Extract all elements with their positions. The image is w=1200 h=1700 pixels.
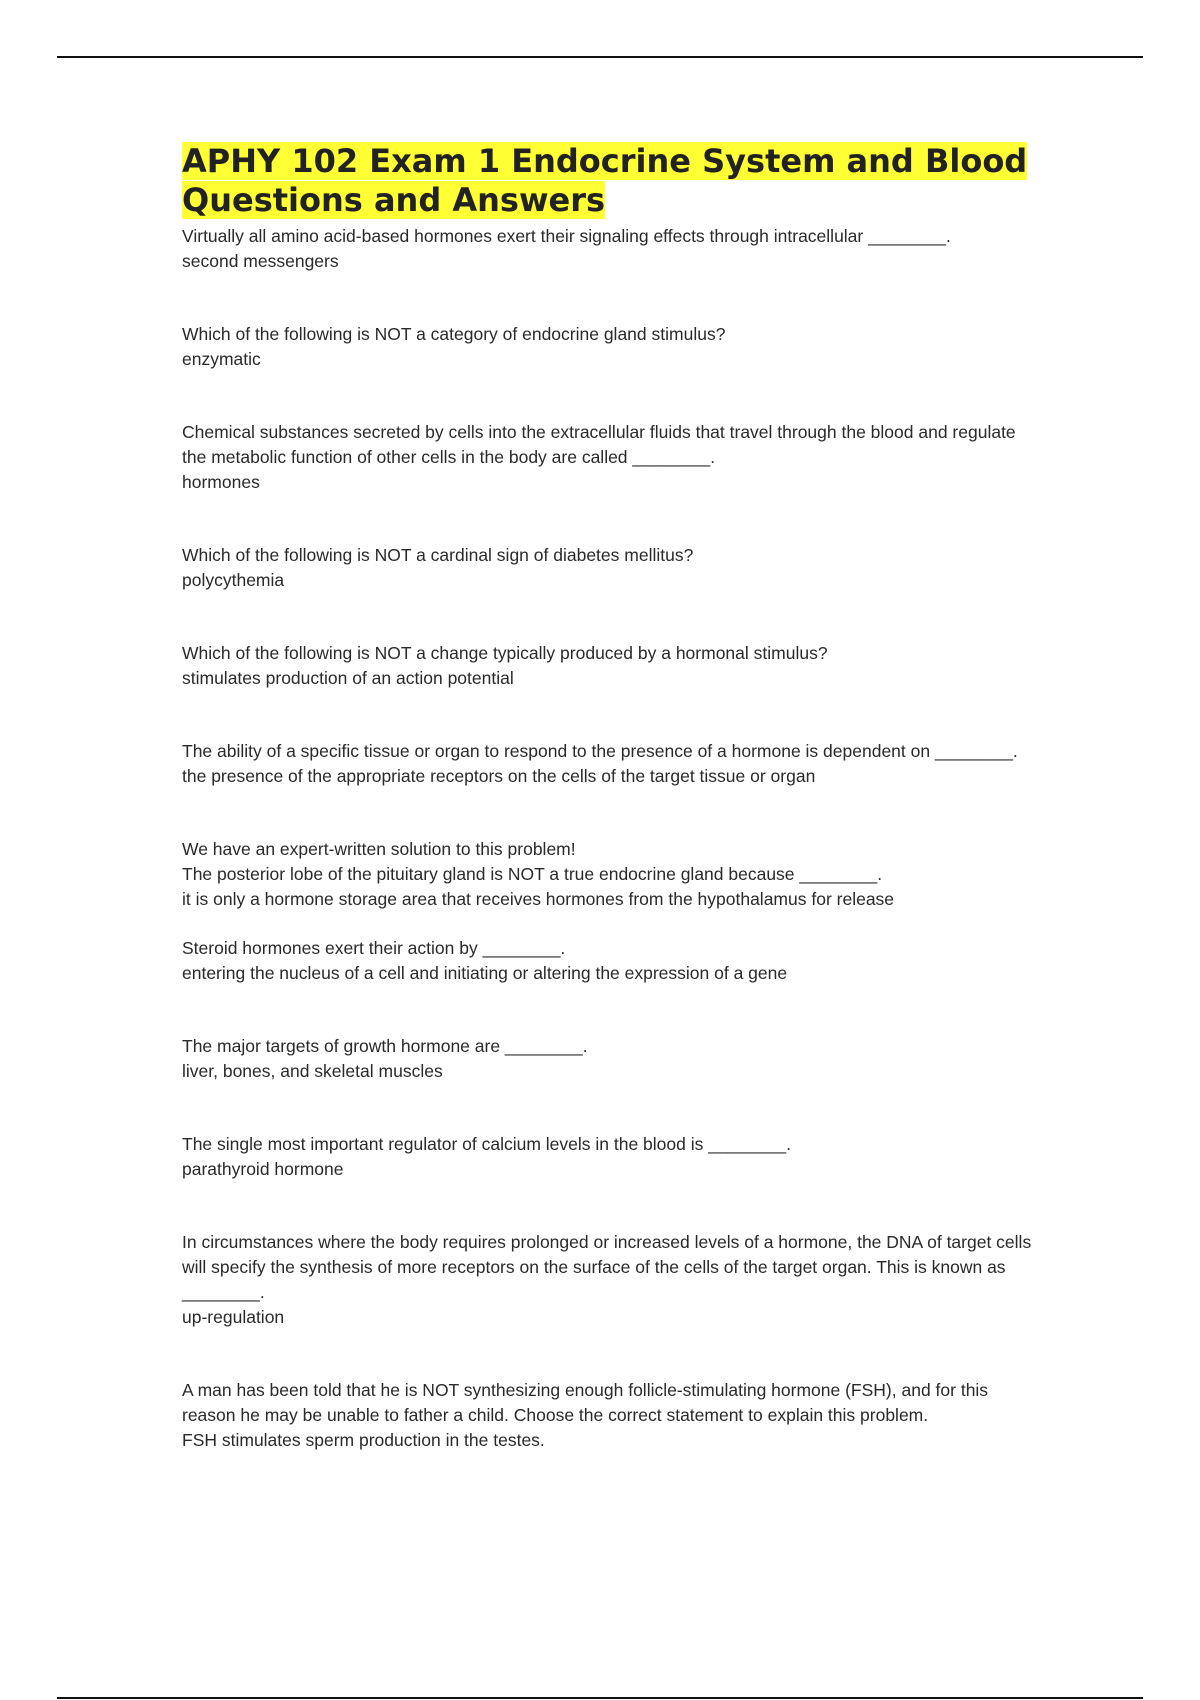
answer-text: liver, bones, and skeletal muscles (182, 1061, 443, 1081)
question-text: Virtually all amino acid-based hormones exert their signaling effects through intracellular ________. (182, 226, 951, 246)
question-text: Steroid hormones exert their action by ________. (182, 938, 566, 958)
answer-text: it is only a hormone storage area that receives hormones from the hypothalamus for release (182, 889, 895, 909)
document-body (182, 142, 1042, 1453)
question-text: The posterior lobe of the pituitary gland is NOT a true endocrine gland because ________. (182, 864, 883, 884)
qa-item (182, 1230, 1042, 1330)
question-text: The single most important regulator of calcium levels in the blood is ________. (182, 1134, 791, 1154)
footer-rule (57, 1697, 1143, 1699)
answer-text: entering the nucleus of a cell and initiating or altering the expression of a gene (182, 963, 788, 983)
question-text: A man has been told that he is NOT synthesizing enough follicle-stimulating hormone (FSH), and for this reason he may be unable to father a child. Choose the correct statement to explain this problem. (182, 1380, 993, 1425)
answer-text: enzymatic (182, 349, 261, 369)
qa-item (182, 641, 1042, 691)
answer-text: stimulates production of an action potential (182, 668, 514, 688)
qa-item (182, 1034, 1042, 1084)
question-text: Which of the following is NOT a cardinal sign of diabetes mellitus? (182, 545, 694, 565)
qa-item (182, 224, 1042, 274)
answer-text: second messengers (182, 251, 339, 271)
qa-item (182, 1132, 1042, 1182)
answer-text: parathyroid hormone (182, 1159, 344, 1179)
qa-list (182, 224, 1042, 1453)
question-text: The major targets of growth hormone are ________. (182, 1036, 588, 1056)
qa-item (182, 837, 1042, 912)
qa-item (182, 420, 1042, 495)
question-text: The ability of a specific tissue or organ to respond to the presence of a hormone is dependent on ________. (182, 741, 1018, 761)
qa-item (182, 936, 1042, 986)
question-text: Chemical substances secreted by cells into the extracellular fluids that travel through the blood and regulate the metabolic function of other cells in the body are called ________. (182, 422, 1021, 467)
solution-note: We have an expert-written solution to this problem! (182, 839, 576, 859)
qa-item (182, 543, 1042, 593)
answer-text: up-regulation (182, 1307, 285, 1327)
question-text: Which of the following is NOT a category of endocrine gland stimulus? (182, 324, 726, 344)
answer-text: hormones (182, 472, 260, 492)
answer-text: the presence of the appropriate receptors on the cells of the target tissue or organ (182, 766, 816, 786)
header-rule (57, 56, 1143, 58)
qa-item (182, 322, 1042, 372)
title-highlight: APHY 102 Exam 1 Endocrine System and Blood Questions and Answers (182, 142, 1028, 219)
answer-text: polycythemia (182, 570, 285, 590)
qa-item (182, 739, 1042, 789)
question-text: Which of the following is NOT a change typically produced by a hormonal stimulus? (182, 643, 828, 663)
document-title (182, 142, 1042, 220)
answer-text: FSH stimulates sperm production in the testes. (182, 1430, 545, 1450)
question-text: In circumstances where the body requires prolonged or increased levels of a hormone, the DNA of target cells will specify the synthesis of more receptors on the surface of the cells of the target organ. This is known as ________. (182, 1232, 1037, 1302)
qa-item (182, 1378, 1042, 1453)
